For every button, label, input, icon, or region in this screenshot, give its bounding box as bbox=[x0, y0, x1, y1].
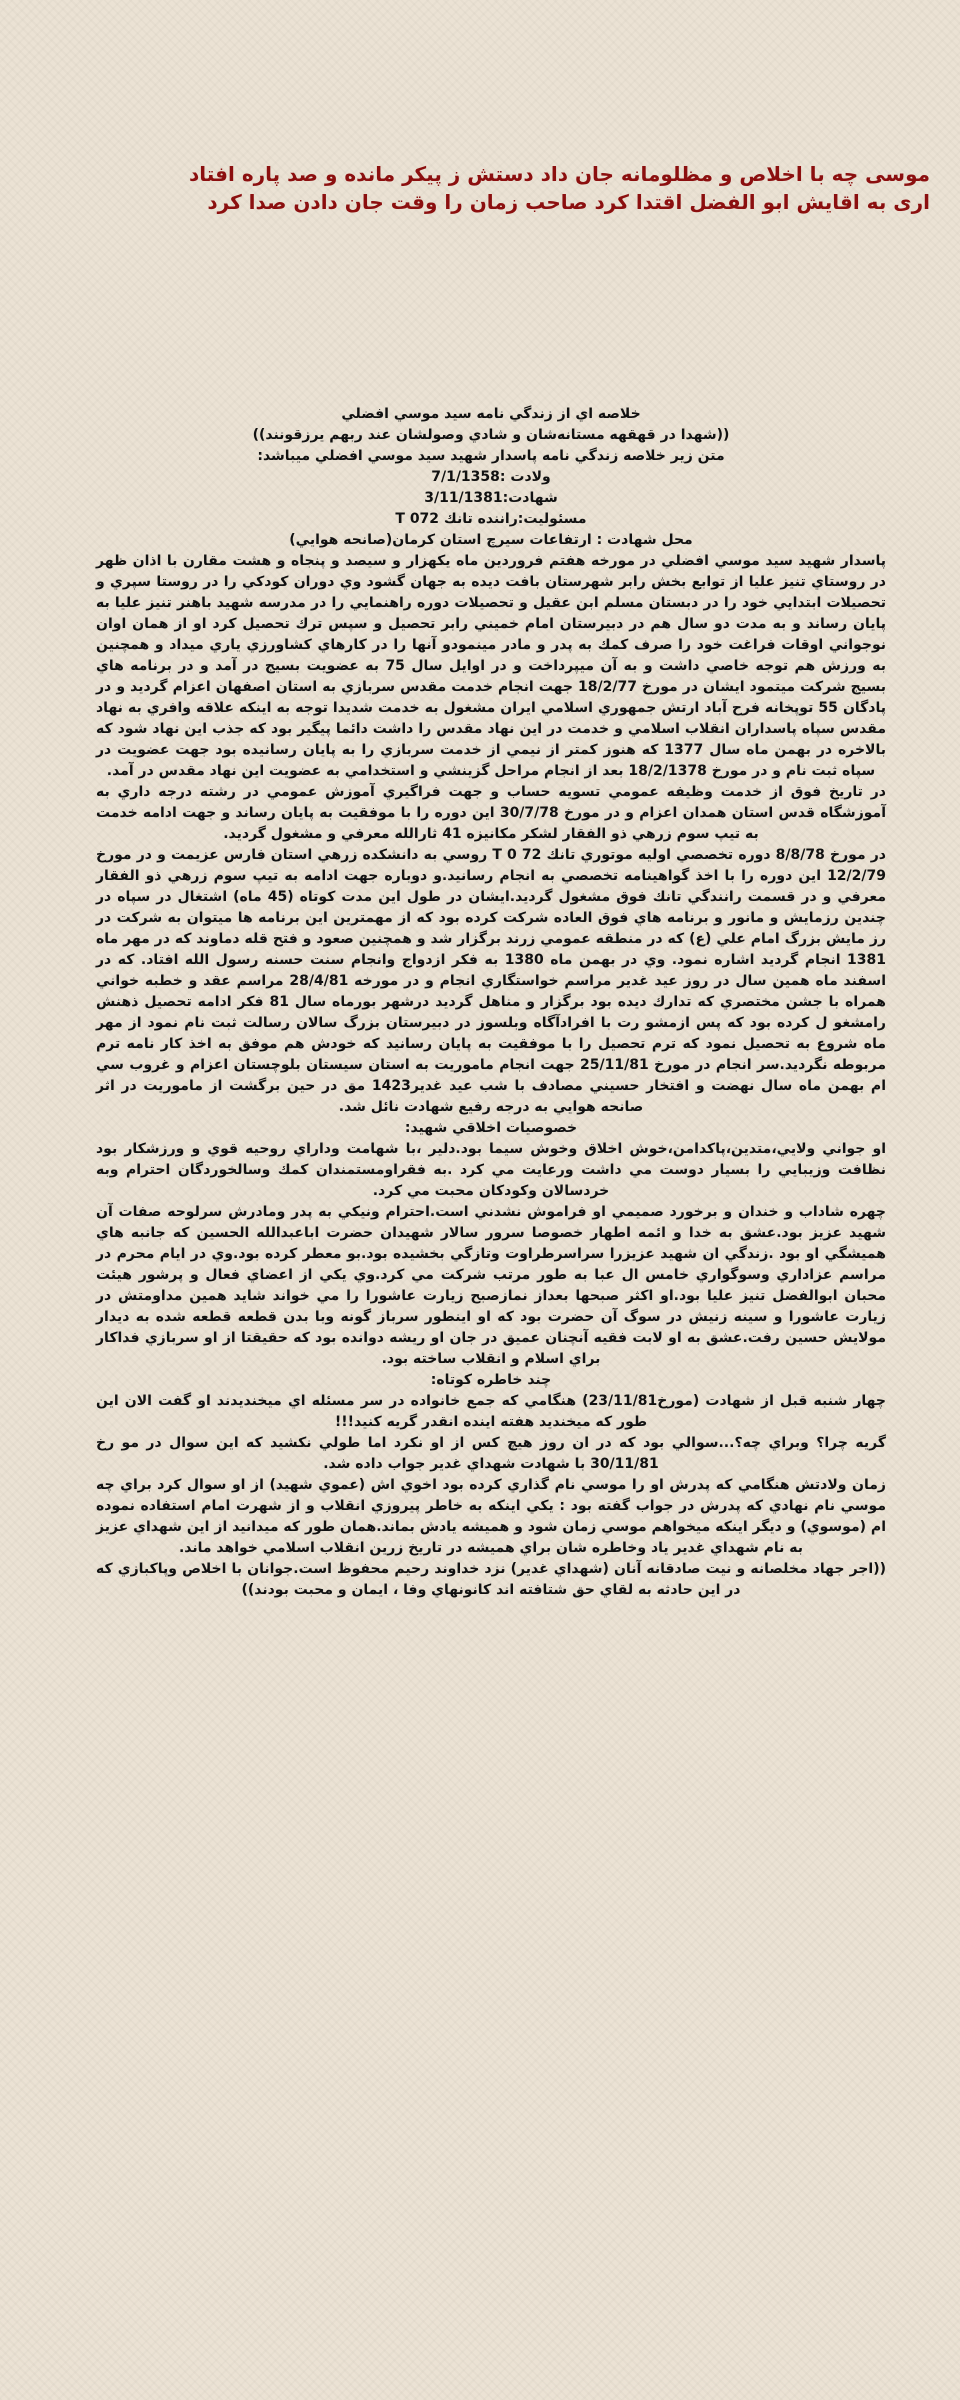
memories-heading: چند خاطره كوتاه: bbox=[430, 1372, 552, 1388]
biography-paragraph: پاسدار شهيد سيد موسي افضلي در مورخه هفتم فروردين ماه يكهزار و سيصد و پنجاه و هشت مقارن با اذان ظهر در روستاي تنيز عليا از توابع بخش رابر شهرستان بافت ديده به جهان گشود وي دوران كودكي را در روستا سپري و تحصيلات ابتدايي خود را در دبستان مسلم ابن عقيل و تحصيلات دوره راهنمايي را در مدرسه شهيد باهنر تنيز عليا به پايان رساند و به مدت دو سال هم در دبيرستان امام خميني رابر تحصيل و سپس ترك تحصيل كرد او از همان اوان نوجواني اوقات فراغت خود را صرف كمك به پدر و مادر مينمودو آنها را در كارهاي كشاورزي ياري ميداد و همچنين به ورزش هم توجه خاصي داشت و به آن ميپرداخت و در اوايل سال 75 به عضويت بسيج در آمد و در برنامه هاي بسيج شركت ميتمود ايشان در مورخ 18/2/77 جهت انجام خدمت مقدس سربازي به استان اصفهان اعزام گرديد و در پادگان 55 توپخانه فرح آباد ارتش جمهوري اسلامي ايران مشغول به خدمت شديدا توجه به اينكه علاقه وافري به نهاد مقدس سپاه پاسداران انقلاب اسلامي و خدمت در اين نهاد مقدس را داشت دائما پيگير بود كه جذب اين نهاد شود كه بالاخره در بهمن ماه سال 1377 كه هنوز كمتر از نيمي از خدمت سربازي را به پايان رسانيده بود جهت عضويت در سپاه ثبت نام و در مورخ 18/2/1378 بعد از انجام مراحل گزينشي و استخدامي به عضويت اين نهاد مقدس در آمد. bbox=[96, 553, 886, 779]
memory-paragraph: گريه چرا؟ وبراي چه؟...سوالي بود كه در ان روز هيچ كس از او نكرد اما طولي نكشيد كه اين سوال در مو رخ 30/11/81 با شهادت شهداي غدير جواب داده شد. bbox=[96, 1435, 886, 1472]
bio-subtitle: ((شهدا در قهقهه مستانه‌شان و شادي وصولشان عند ربهم يرزقونند)) bbox=[252, 427, 730, 443]
martyrdom-date: شهادت:3/11/1381 bbox=[424, 490, 558, 506]
biography-paragraph: در مورخ 8/8/78 دوره تخصصي اوليه موتوري تانك T 0 72 روسي به دانشكده زرهي استان فارس عزيمت و در مورخ 12/2/79 اين دوره را با اخذ گواهينامه تخصصي به انجام رسانيد.و دوباره جهت ادامه به تيپ سوم زرهي ذو الفقار معرفي و در قسمت رانندگي تانك فوق مشغول گرديد.ايشان در طول اين مدت كوتاه (45 ماه) اشتغال در سپاه در چندين رزمايش و مانور و برنامه هاي فوق العاده شركت كرده بود كه از مهمترين اين برنامه ها ميتوان به شركت در رز مايش بزرگ امام علي (ع) كه در منطقه عمومي زرند برگزار شد و همچنين صعود و فتح قله دماوند كه در مهر ماه 1381 انجام گرديد اشاره نمود. وي در بهمن ماه 1380 به فكر ازدواج وانجام سنت حسنه رسول الله افتاد. كه در اسفند ماه همين سال در روز عيد غدير مراسم خواستگاري انجام و در مورخه 28/4/81 مراسم عقد و خطبه خواني همراه با جشن مختصري كه تدارك ديده بود برگزار و مناهل گرديد درشهر بورماه سال 81 فكر ادامه تحصيل ذهنش رامشغو ل كرده بود كه پس ازمشو رت با افرادآگاه وبلسوز در دبيرستان بزرگ سالان رسالت ثبت نام نمود از مهر ماه شروع به تحصيل نمود كه ترم تحصيل را با موفقيت به پايان رسانيد كه خودش هم موفق به اخذ كار نامه ترم مربوطه نگرديد.سر انجام در مورخ 25/11/81 جهت انجام ماموريت به استان سيستان بلوچستان اعزام و غروب سي ام بهمن ماه سال نهضت و افتخار حسيني مصادف با شب عيد غدير1423 مق در حين برگشت از ماموريت در اثر صانحه هوايي به درجه رفيع شهادت نائل شد. bbox=[96, 847, 886, 1115]
martyrdom-place: محل شهادت : ارتفاعات سيرچ استان كرمان(صانحه هوايي) bbox=[289, 532, 693, 548]
biography bbox=[96, 404, 886, 1601]
ethics-heading: خصوصيات اخلاقي شهيد: bbox=[404, 1120, 578, 1136]
ethics-paragraph: او جواني ولايي،متدين،پاكدامن،خوش اخلاق وخوش سيما بود.دلير ،با شهامت وداراي روحيه قوي و ورزشكار بود نظافت وزيبايي را بسيار دوست مي داشت ورعايت مي كرد .به فقراومستمندان كمك وسالخوردگان احترام وبه خردسالان وكودكان محبت مي كرد. bbox=[96, 1141, 886, 1199]
memory-paragraph: زمان ولادتش هنگامي كه پدرش او را موسي نام گذاري كرده بود اخوي اش (عموي شهيد) از او سوال كرد براي چه موسي نام نهادي كه پدرش در جواب گفته بود : يكي اينكه به خاطر پيروزي انقلاب و از شهرت امام استفاده نموده ام (موسوي) و ديگر اينكه ميخواهم موسي زمان شود و هميشه يادش بماند.همان طور كه ميدانيد از اين شهداي عزيز به نام شهداي غدير ياد وخاطره شان براي هميشه در تاريخ زرين انقلاب اسلامي خواهد ماند. bbox=[96, 1477, 886, 1556]
memory-paragraph: چهار شنبه قبل از شهادت (مورخ23/11/81) هنگامي كه جمع خانواده در سر مسئله اي ميخنديدند او گفت الان اين طور كه ميخنديد هفته اينده انقدر گريه كنيد!!! bbox=[96, 1393, 886, 1430]
ethics-paragraph: چهره شاداب و خندان و برخورد صميمي او فراموش نشدني است.احترام ونيكي به پدر ومادرش سرلوحه صفات آن شهيد عزيز بود.عشق به خدا و ائمه اطهار خصوصا سرور سالار شهيدان حضرت ابا‌عبدالله الحسين كه جانبه هاي هميشگي او بود .زندگي ان شهيد عزيزرا سراسرطراوت وتازگي بخشيده بود.بو معطر كرده بود.وي در ايام محرم در مراسم عزاداري وسوگواري خامس ال عبا به طور مرتب شركت مي كرد.وي يكي از اعضاي فعال و پرشور هيئت محبان ابوالفضل تنيز عليا بود.او اكثر صبحها بعداز نمازصبح زيارت عاشورا را مي خواند شايد همين مداومتش در زيارت عاشورا و سينه زنيش در سوگ آن حضرت بود كه او اينطور سرباز گونه وبا بدن قطعه قطعه شده به ديدار مولايش حسين رفت.عشق به او لابت فقيه آنچنان عميق در جان او ريشه دوانده بود كه حقيقتا از او سربازي فداكار براي اسلام و انقلاب ساخته بود. bbox=[96, 1204, 886, 1367]
poem-line-2: اری به اقایش ابو الفضل اقتدا کرد صاحب زمان را وقت جان دادن صدا کرد bbox=[207, 190, 930, 214]
birth-date: ولادت :7/1/1358 bbox=[431, 469, 551, 485]
poem-line-1: موسی چه با اخلاص و مظلومانه جان داد دستش ز پیکر مانده و صد پاره افتاد bbox=[188, 162, 930, 186]
poem bbox=[30, 160, 930, 216]
bio-intro: متن زير خلاصه زندگي نامه پاسدار شهيد سيد موسي افضلي ميباشد: bbox=[257, 448, 725, 464]
bio-title: خلاصه اي از زندگي نامه سيد موسي افضلي bbox=[341, 406, 641, 422]
closing-quote: ((اجر جهاد مخلصانه و نيت صادقانه آنان (شهداي غدير) نزد خداوند رحيم محفوظ است.جوانان با اخلاص وپاكبازي كه در اين حادثه به لقاي حق شتافته اند كانونهاي وفا ، ايمان و محبت بودند)) bbox=[96, 1561, 886, 1598]
responsibility: مسئوليت:راننده تانك T 072 bbox=[395, 511, 587, 527]
biography-paragraph: در تاريخ فوق از خدمت وظيفه عمومي تسويه حساب و جهت فراگيري آموزش عمومي در رشته درجه داري به آموزشگاه قدس استان همدان اعزام و در مورخ 30/7/78 اين دوره را با موفقيت به پايان رساند و جهت ادامه خدمت به تيپ سوم زرهي ذو الفقار لشكر مكانيزه 41 ثارالله معرفي و مشغول گرديد. bbox=[96, 784, 886, 842]
